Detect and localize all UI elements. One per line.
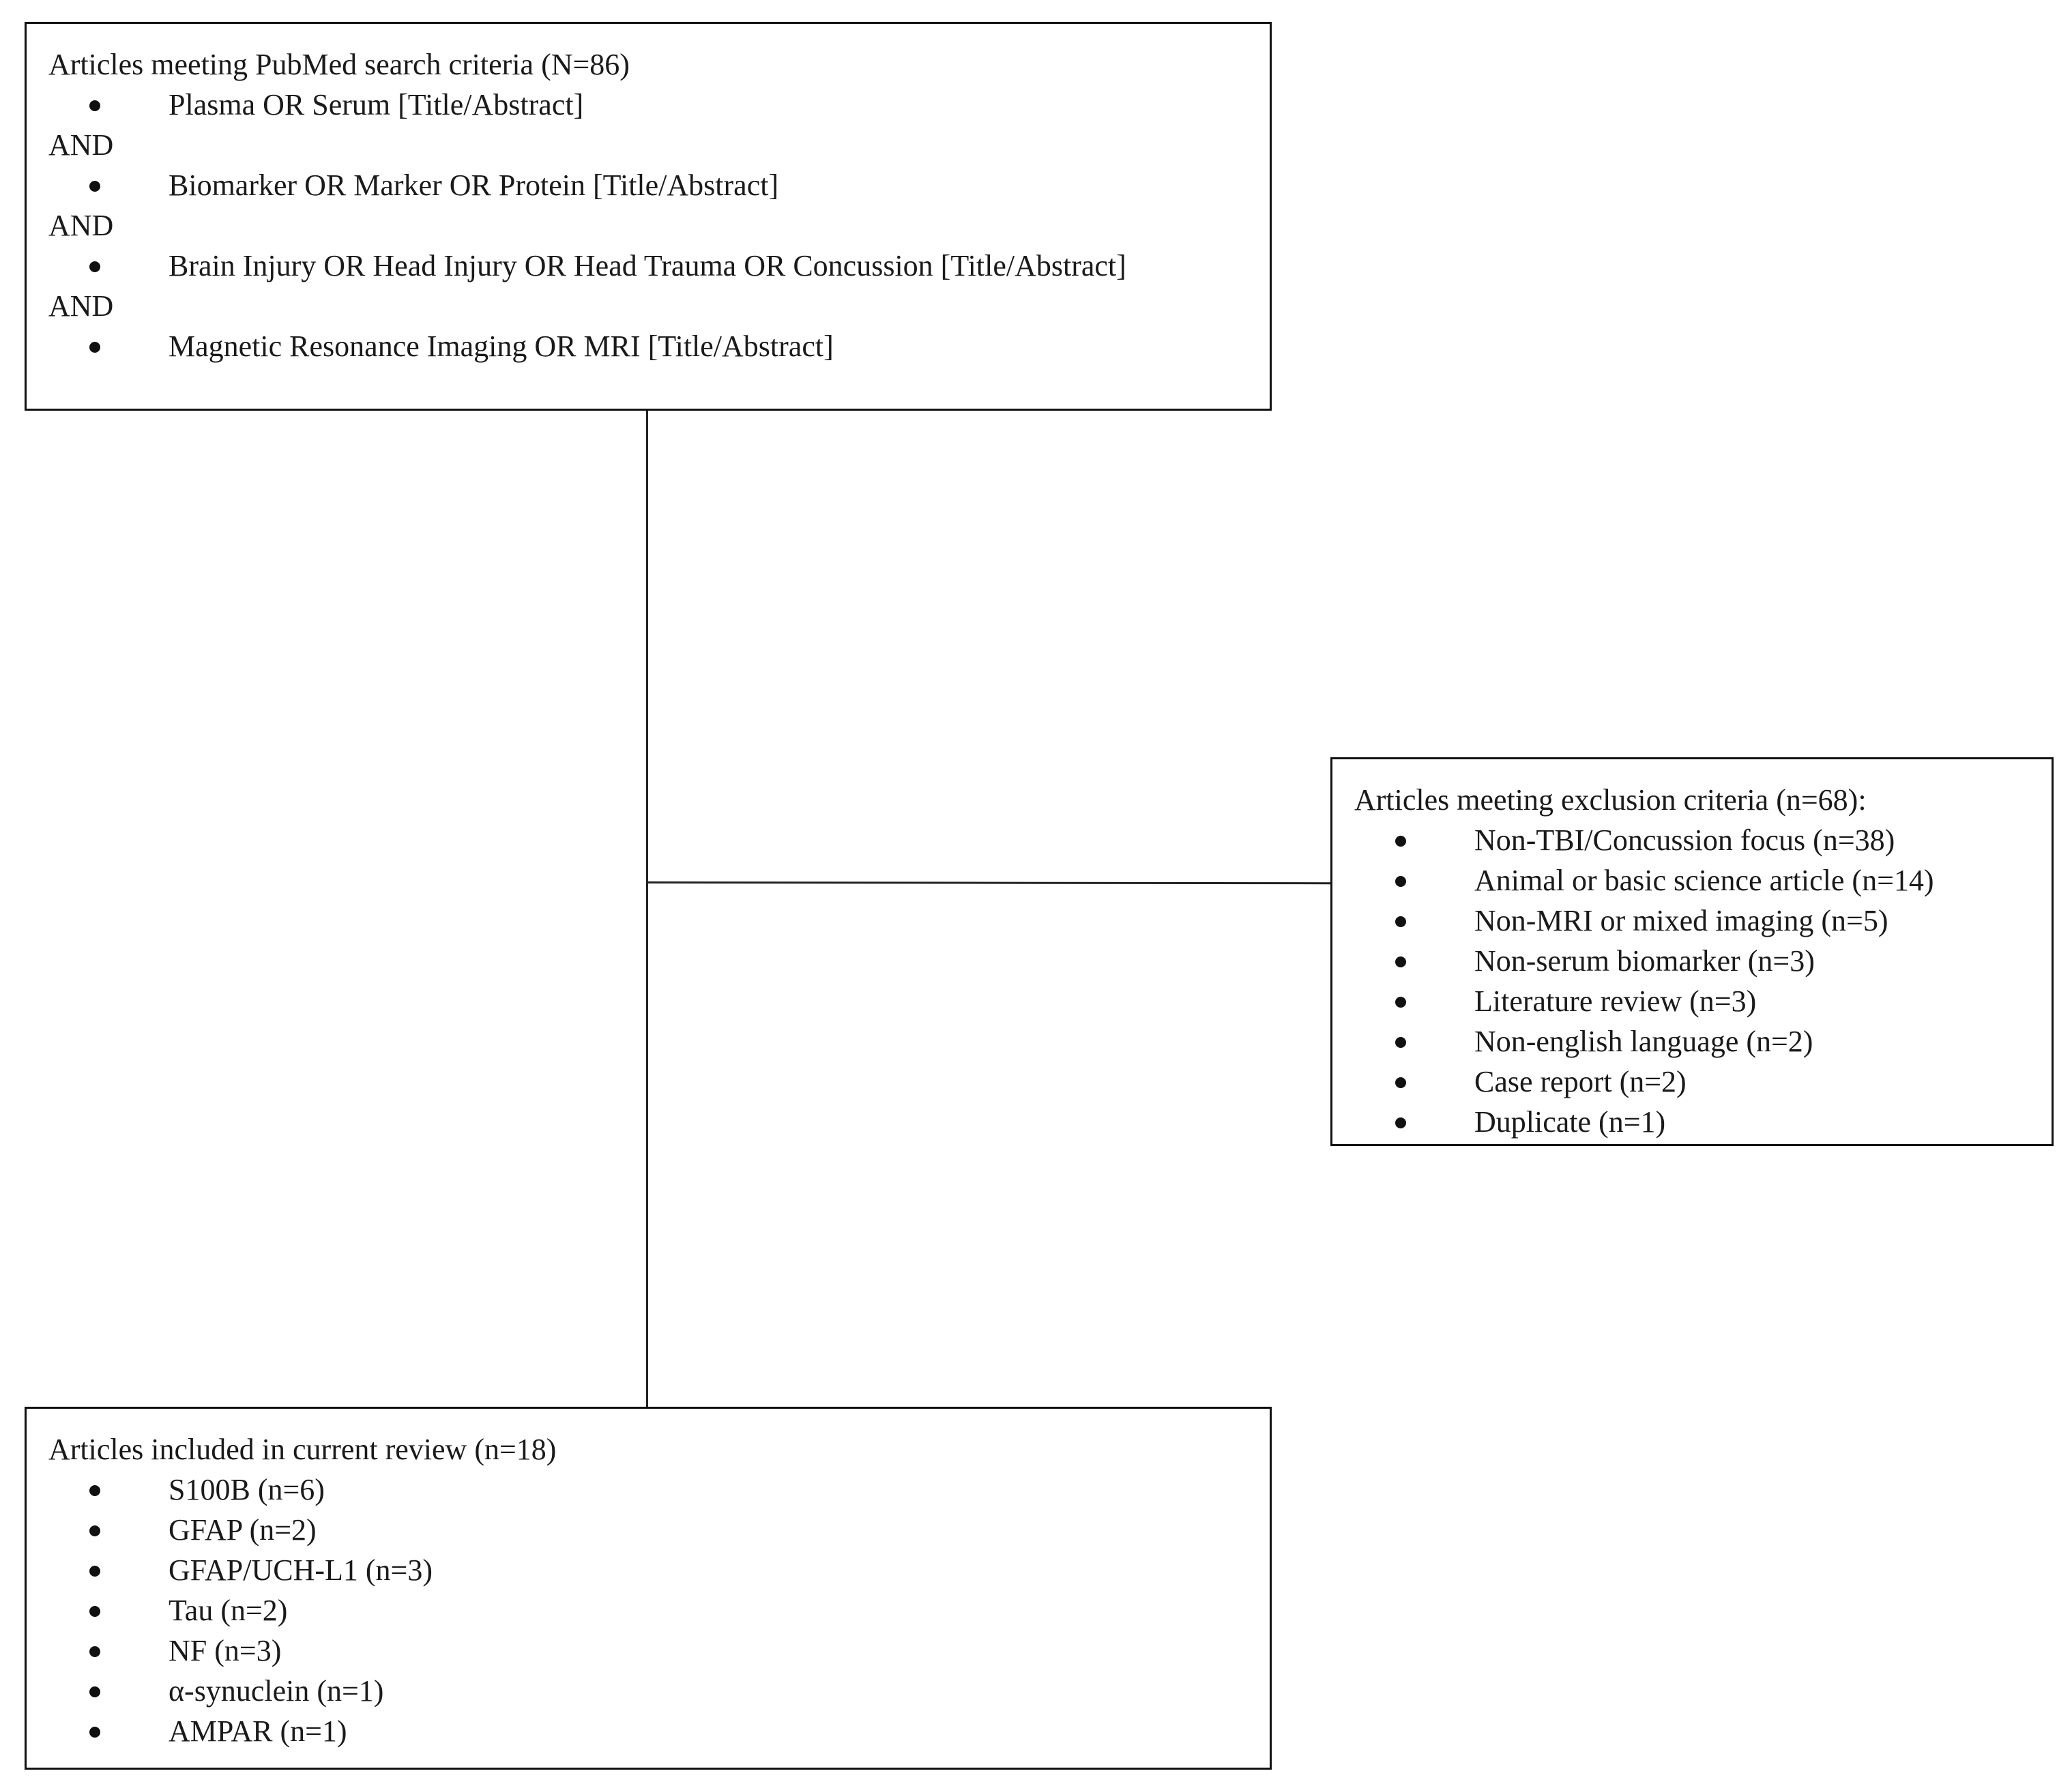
search-operator-text: AND [48, 209, 114, 242]
search-criterion-text: Magnetic Resonance Imaging OR MRI [Title/Abstract] [169, 330, 834, 363]
search-criterion-text: Brain Injury OR Head Injury OR Head Trauma OR Concussion [Title/Abstract] [169, 249, 1126, 282]
exclusion-item-text: Non-english language (n=2) [1474, 1025, 1813, 1058]
bullet-icon [89, 1485, 100, 1496]
bullet-icon [89, 261, 100, 272]
exclusion-item-text: Animal or basic science article (n=14) [1474, 864, 1934, 897]
search-criteria-title: Articles meeting PubMed search criteria (N=86) [48, 48, 630, 81]
included-item-text: AMPAR (n=1) [169, 1714, 347, 1748]
included-item-text: Tau (n=2) [169, 1594, 288, 1627]
bullet-icon [89, 1727, 100, 1738]
exclusion-item-text: Non-TBI/Concussion focus (n=38) [1474, 823, 1895, 857]
included-item-text: GFAP/UCH-L1 (n=3) [169, 1553, 433, 1587]
search-criteria-box [25, 22, 1272, 411]
bullet-icon [1395, 916, 1406, 927]
bullet-icon [89, 181, 100, 192]
bullet-icon [1395, 1077, 1406, 1088]
included-item-text: S100B (n=6) [169, 1473, 325, 1506]
search-criterion-text: Plasma OR Serum [Title/Abstract] [169, 88, 584, 121]
exclusion-item-text: Case report (n=2) [1474, 1065, 1687, 1098]
search-criterion-text: Biomarker OR Marker OR Protein [Title/Abstract] [169, 169, 779, 202]
search-operator-text: AND [48, 128, 114, 162]
bullet-icon [1395, 956, 1406, 967]
flow-connector-horizontal [647, 881, 1330, 884]
flow-connector-vertical [646, 411, 648, 1416]
included-item-text: α-synuclein (n=1) [169, 1674, 384, 1708]
bullet-icon [1395, 1037, 1406, 1048]
bullet-icon [1395, 1117, 1406, 1128]
bullet-icon [89, 1566, 100, 1577]
bullet-icon [89, 1525, 100, 1536]
exclusion-criteria-box [1330, 757, 2054, 1146]
included-item-text: NF (n=3) [169, 1634, 282, 1667]
exclusion-criteria-title: Articles meeting exclusion criteria (n=68): [1354, 783, 1867, 817]
exclusion-item-text: Literature review (n=3) [1474, 984, 1757, 1018]
search-operator-text: AND [48, 289, 114, 323]
bullet-icon [1395, 876, 1406, 887]
bullet-icon [89, 1606, 100, 1617]
bullet-icon [89, 100, 100, 111]
bullet-icon [1395, 836, 1406, 847]
bullet-icon [89, 1646, 100, 1657]
bullet-icon [89, 1686, 100, 1697]
bullet-icon [1395, 997, 1406, 1008]
included-item-text: GFAP (n=2) [169, 1513, 317, 1547]
included-articles-title: Articles included in current review (n=18) [48, 1433, 557, 1466]
exclusion-item-text: Duplicate (n=1) [1474, 1105, 1666, 1139]
exclusion-item-text: Non-serum biomarker (n=3) [1474, 944, 1815, 978]
bullet-icon [89, 342, 100, 353]
included-articles-box [25, 1407, 1272, 1770]
exclusion-item-text: Non-MRI or mixed imaging (n=5) [1474, 904, 1888, 937]
